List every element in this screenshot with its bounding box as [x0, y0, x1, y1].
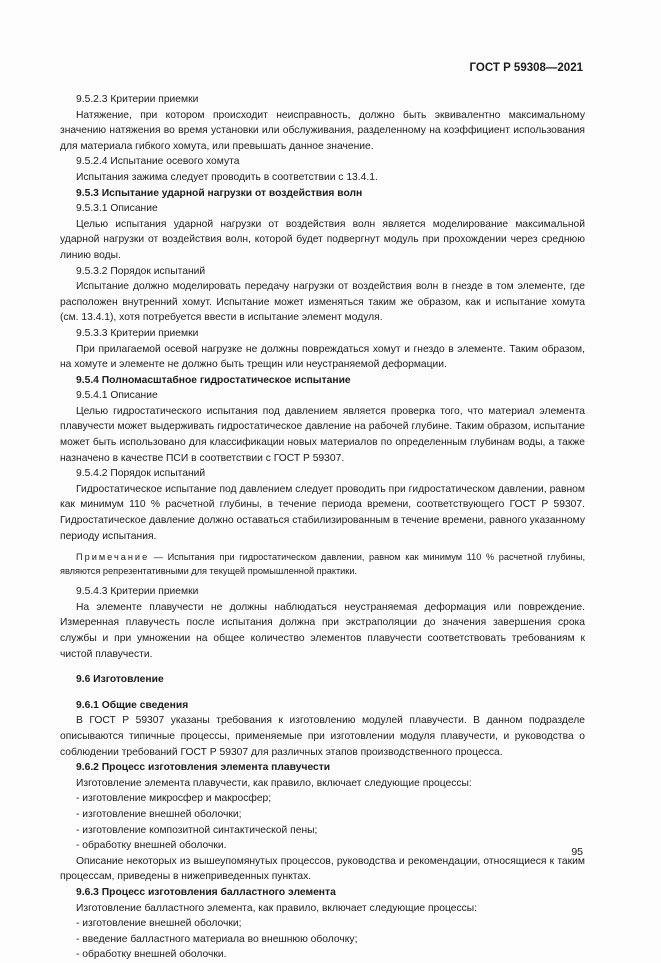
section-heading: 9.5.4.1 Описание — [76, 390, 158, 402]
spacer — [60, 688, 585, 698]
note-text: — Испытания при гидростатическом давлении, равном как минимум 110 % расчетной глубины, являются репрезентативными для текущей промышленной практики. — [60, 552, 585, 577]
body-paragraph: - обработку внешней оболочки. — [76, 840, 227, 852]
body-paragraph: - изготовление микросфер и макросфер; — [76, 793, 272, 805]
body-paragraph: Испытания зажима следует проводить в соответствии с 13.4.1. — [76, 171, 378, 183]
note-label: Примечание — [76, 552, 150, 563]
body-paragraph: Целью испытания ударной нагрузки от воздействия волн является моделирование максимальной ударной нагрузки от воздействия волн, которой будет подвергнут модуль при прохождении через среднюю линию воды. — [60, 218, 585, 261]
section-heading: 9.5.3.1 Описание — [76, 203, 158, 215]
body-paragraph: Изготовление балластного элемента, как правило, включает следующие процессы: — [76, 902, 478, 914]
section-heading: 9.5.4.2 Порядок испытаний — [76, 468, 206, 480]
section-heading-bold: 9.6 Изготовление — [76, 674, 164, 686]
body-paragraph: На элементе плавучести не должны наблюдаться неустраняемая деформация или повреждение. Измеренная плавучесть после испытания должна при экстраполяции до значения завершения срока службы и при умножении на общее количество элементов плавучести соответствовать требованиям к чистой плавучести. — [60, 601, 585, 660]
body-paragraph: Описание некоторых из вышеупомянутых процессов, руководства и рекомендации, относящиеся к таким процессам, приведены в нижеприведенных пунктах. — [60, 855, 585, 883]
body-paragraph: - обработку внешней оболочки. — [76, 949, 227, 961]
body-paragraph: Целью гидростатического испытания под давлением является проверка того, что материал элемента плавучести может выдерживать гидростатическое давление на рабочей глубине. Таким образом, испытание может быть использовано для классификации новых материалов по определенным глубинам воды, а также назначено в качестве ПСИ в соответствии с ГОСТ Р 59307. — [60, 405, 585, 464]
body-paragraph: При прилагаемой осевой нагрузке не должны повреждаться хомут и гнездо в элементе. Таким образом, на хомуте и элементе не должно быть трещин или неустраняемой деформации. — [60, 343, 585, 371]
note-paragraph — [60, 550, 585, 578]
body-paragraph: Натяжение, при котором происходит неисправность, должно быть эквивалентно максимальному значению натяжения во время установки или обслуживания, разделенному на коэффициент использования для материала гибкого хомута, или превышать данное значение. — [60, 109, 585, 152]
body-paragraph: - изготовление композитной синтактической пены; — [76, 824, 318, 836]
section-heading: 9.5.4.3 Критерии приемки — [76, 586, 199, 598]
section-heading-bold: 9.5.3 Испытание ударной нагрузки от воздействия волн — [76, 187, 363, 199]
section-heading-bold: 9.6.2 Процесс изготовления элемента плавучести — [76, 762, 331, 774]
section-heading-bold: 9.5.4 Полномасштабное гидростатическое испытание — [76, 374, 351, 386]
page-body — [60, 92, 585, 963]
section-heading-bold: 9.6.3 Процесс изготовления балластного элемента — [76, 886, 336, 898]
body-paragraph: Изготовление элемента плавучести, как правило, включает следующие процессы: — [76, 777, 472, 789]
page-number: 95 — [571, 846, 583, 858]
section-heading: 9.5.2.4 Испытание осевого хомута — [76, 156, 240, 168]
body-paragraph: - изготовление внешней оболочки; — [76, 808, 242, 820]
document-code: ГОСТ Р 59308—2021 — [469, 62, 583, 74]
section-heading: 9.5.3.2 Порядок испытаний — [76, 265, 206, 277]
spacer — [60, 662, 585, 672]
body-paragraph: - введение балластного материала во внешнюю оболочку; — [76, 933, 358, 945]
body-paragraph: Испытание должно моделировать передачу нагрузки от воздействия волн в гнезде в том элементе, где расположен внутренний хомут. Испытание может изменяться таким же образом, как и испытание хомута (см. 13.4.1), хотя потребуется ввести в испытание элемент модуля. — [60, 281, 585, 324]
section-heading-bold: 9.6.1 Общие сведения — [76, 699, 189, 711]
section-heading: 9.5.2.3 Критерии приемки — [76, 94, 199, 105]
body-paragraph: Гидростатическое испытание под давлением следует проводить при гидростатическом давлении, равном как минимум 110 % расчетной глубины, в течение периода времени, соответствующего ГОСТ Р 59307. Гидростатическое давление должно оставаться стабилизированным в течение времени, равного указанному периоду испытания. — [60, 483, 585, 542]
section-heading: 9.5.3.3 Критерии приемки — [76, 327, 199, 339]
body-paragraph: - изготовление внешней оболочки; — [76, 918, 242, 930]
body-paragraph: В ГОСТ Р 59307 указаны требования к изготовлению модулей плавучести. В данном подразделе описываются типичные процессы, применяемые при изготовлении модуля плавучести, и руководства о соблюдении требований ГОСТ Р 59307 для различных этапов производственного процесса. — [60, 715, 585, 758]
